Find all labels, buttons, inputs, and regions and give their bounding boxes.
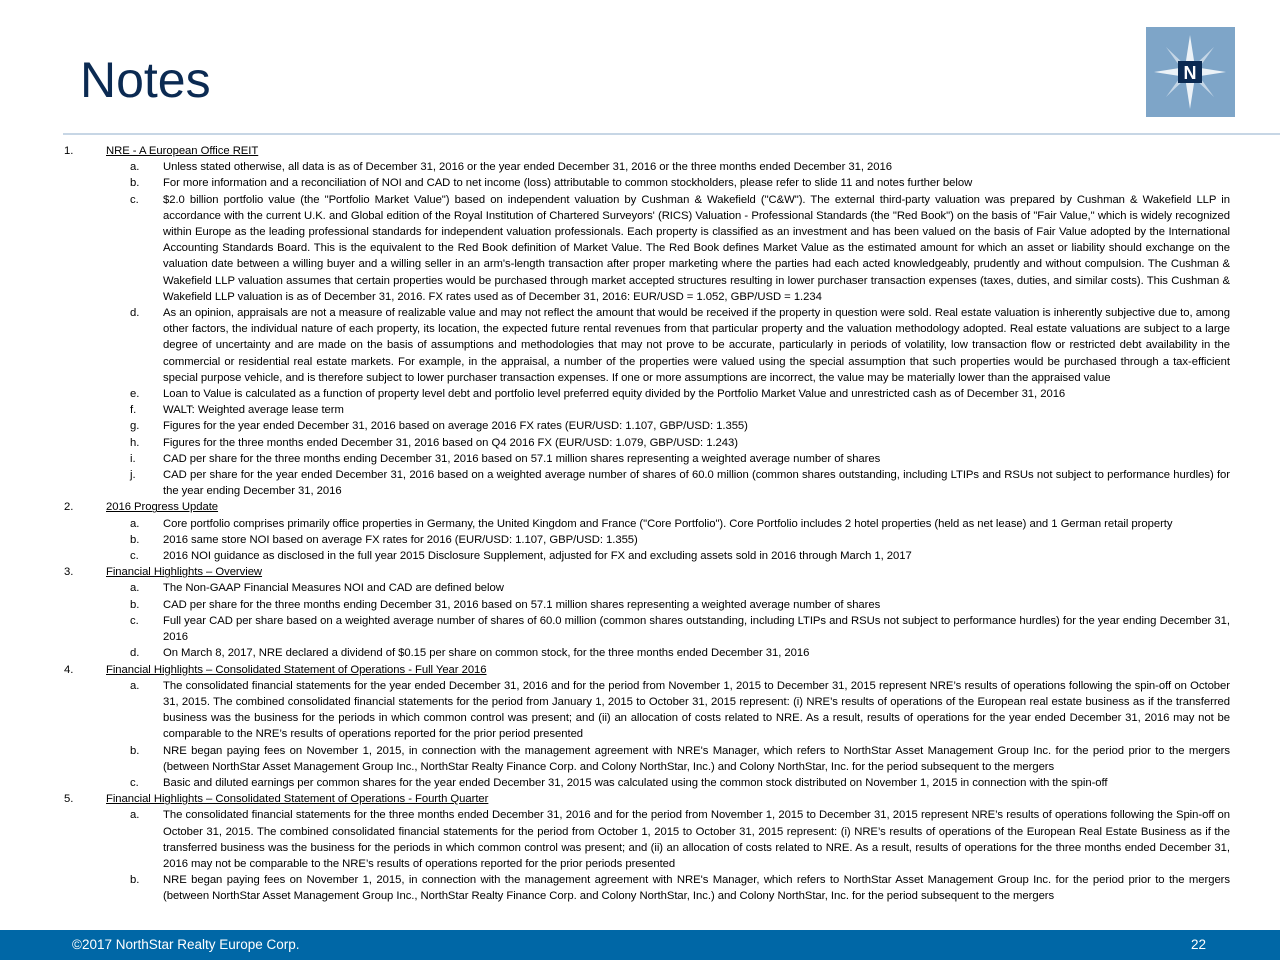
note-item [106, 580, 1230, 596]
footer-bar [0, 930, 1280, 960]
item-text: $2.0 billion portfolio value (the "Portfolio Market Value") based on independent valuation by Cushman & Wakefield ("C&W"). The external third-party valuation was prepared by Cushman & Wakefield LLP in accordance with the current U.K. and Global edition of the Royal Institution of Chartered Surveyors' (RICS) Valuation - Professional Standards (the "Red Book") on the basis of "Fair Value," which is widely recognized within Europe as the leading professional standards for independent valuation professionals. Each property is classified as an investment and has been valued on the basis of Fair Value adopted by the International Accounting Standards Board. This is the equivalent to the Red Book definition of Market Value. The Red Book defines Market Value as the estimated amount for which an asset or liability should exchange on the valuation date between a willing buyer and a willing seller in an arm's-length transaction after proper marketing where the parties had each acted knowledgeably, prudently and without compulsion. The Cushman & Wakefield LLP valuation assumes that certain properties would be purchased through market accepted structures resulting in lower purchaser transaction expenses (taxes, duties, and similar costs). This Cushman & Wakefield LLP valuation is as of December 31, 2016. FX rates used as of December 31, 2016: EUR/USD = 1.052, GBP/USD = 1.234 [163, 193, 1230, 303]
item-text: As an opinion, appraisals are not a measure of realizable value and may not reflect the amount that would be received if the property in question were sold. Real estate valuation is inherently subjective due to, among other factors, the individual nature of each property, its location, the expected future rental revenues from that particular property and the valuation methodology adopted. Real estate valuations are subject to a large degree of uncertainty and are made on the basis of assumptions and methodologies that may not prove to be accurate, particularly in periods of volatility, low transaction flow or restricted debt availability in the commercial or residential real estate markets. For example, in the appraisal, a number of the properties were valued using the special assumption that such properties would be purchased through a tax-efficient special purpose vehicle, and is therefore subject to lower purchaser transaction expenses. If one or more assumptions are incorrect, the value may be materially lower than the appraised value [163, 307, 1230, 384]
note-item [106, 516, 1230, 532]
item-text: NRE began paying fees on November 1, 2015, in connection with the management agreement with NRE's Manager, which refers to NorthStar Asset Management Group Inc. for the period prior to the mergers (between NorthStar Asset Management Group Inc., NorthStar Realty Finance Corp. and Colony NorthStar, Inc.) and Colony NorthStar, Inc. for the period subsequent to the mergers [163, 874, 1230, 903]
logo-letter: N [1183, 63, 1197, 83]
item-letter: b. [130, 177, 140, 190]
item-text: Loan to Value is calculated as a function of property level debt and portfolio level preferred equity divided by the Portfolio Market Value and unrestricted cash as of December 31, 2016 [163, 388, 1066, 401]
note-section [58, 564, 1230, 661]
note-item [106, 418, 1230, 434]
item-letter: a. [130, 809, 140, 822]
item-letter: g. [130, 420, 140, 433]
page-number: 22 [1191, 937, 1207, 952]
item-text: WALT: Weighted average lease term [163, 404, 344, 417]
item-text: CAD per share for the year ended December 31, 2016 based on a weighted average number of shares of 60.0 million (common shares outstanding, including LTIPs and RSUs not subject to performance hurdles) for the year ending December 31, 2016 [163, 469, 1230, 498]
item-letter: a. [130, 161, 140, 174]
item-letter: b. [130, 598, 140, 611]
note-item [106, 597, 1230, 613]
item-letter: e. [130, 388, 140, 401]
northstar-logo [1146, 27, 1235, 117]
item-text: The consolidated financial statements for the three months ended December 31, 2016 and for the period from November 1, 2015 to December 31, 2015 represent NRE’s results of operations following the Spin-off on October 31, 2015. The combined consolidated financial statements for the period from October 1, 2015 to October 31, 2015 represent: (i) NRE’s results of operations of the European Real Estate Business as if the transferred business was the business for the periods in which common control was present; and (ii) an allocation of costs related to NRE. As a result, results of operations for the three months ended December 31, 2016 may not be comparable to the NRE’s results of operations reported for the prior periods presented [163, 809, 1230, 870]
note-item [106, 175, 1230, 191]
section-number: 4. [64, 663, 74, 676]
note-item [106, 613, 1230, 645]
item-text: Full year CAD per share based on a weighted average number of shares of 60.0 million (common shares outstanding, including LTIPs and RSUs not subject to performance hurdles) for the year ending December 31, 2016 [163, 614, 1230, 644]
item-letter: b. [130, 533, 140, 546]
item-text: NRE began paying fees on November 1, 2015, in connection with the management agreement with NRE's Manager, which refers to NorthStar Asset Management Group Inc. for the period prior to the mergers (between NorthStar Asset Management Group Inc., NorthStar Realty Finance Corp. and Colony NorthStar, Inc.) and Colony NorthStar, Inc. for the period subsequent to the mergers [163, 744, 1230, 773]
note-item [106, 743, 1230, 775]
item-text: CAD per share for the three months ending December 31, 2016 based on 57.1 million shares representing a weighted average number of shares [163, 452, 881, 465]
item-text: Basic and diluted earnings per common shares for the year ended December 31, 2015 was calculated using the common stock distributed on November 1, 2015 in connection with the spin-off [163, 776, 1108, 789]
note-section [58, 791, 1230, 904]
section-heading: Financial Highlights – Consolidated Statement of Operations - Fourth Quarter [106, 793, 489, 806]
item-text: For more information and a reconciliation of NOI and CAD to net income (loss) attributable to common stockholders, please refer to slide 11 and notes further below [163, 177, 973, 190]
item-letter: b. [130, 744, 140, 757]
item-letter: a. [130, 582, 140, 595]
note-item [106, 305, 1230, 386]
compass-star-icon [1146, 27, 1235, 117]
note-item [106, 645, 1230, 661]
section-heading: Financial Highlights – Overview [106, 566, 263, 579]
note-item [106, 467, 1230, 499]
item-letter: a. [130, 517, 140, 530]
item-text: Unless stated otherwise, all data is as of December 31, 2016 or the year ended December 31, 2016 or the three months ended December 31, 2016 [163, 161, 892, 174]
footer-copyright: ©2017 NorthStar Realty Europe Corp. [72, 937, 300, 952]
item-text: The Non-GAAP Financial Measures NOI and CAD are defined below [163, 582, 504, 595]
section-number: 5. [64, 793, 74, 806]
item-text: 2016 NOI guidance as disclosed in the full year 2015 Disclosure Supplement, adjusted for FX and excluding assets sold in 2016 through March 1, 2017 [163, 550, 912, 563]
item-text: CAD per share for the three months ending December 31, 2016 based on 57.1 million shares representing a weighted average number of shares [163, 598, 881, 611]
item-letter: b. [130, 874, 140, 887]
note-item [106, 532, 1230, 548]
section-heading: 2016 Progress Update [106, 501, 219, 514]
note-item [106, 192, 1230, 305]
note-item [106, 548, 1230, 564]
title-divider [63, 133, 1280, 135]
section-number: 3. [64, 566, 74, 579]
item-text: On March 8, 2017, NRE declared a dividend of $0.15 per share on common stock, for the three months ended December 31, 2016 [163, 647, 810, 660]
note-section [58, 143, 1230, 499]
note-item [106, 872, 1230, 904]
note-item [106, 402, 1230, 418]
note-section [58, 662, 1230, 792]
item-letter: a. [130, 679, 140, 692]
page-title: Notes [80, 52, 211, 108]
note-item [106, 159, 1230, 175]
item-text: Core portfolio comprises primarily office properties in Germany, the United Kingdom and France ("Core Portfolio"). Core Portfolio includes 2 hotel properties (held as net lease) and 1 German retail property [163, 517, 1173, 530]
item-letter: d. [130, 307, 140, 320]
item-text: The consolidated financial statements for the year ended December 31, 2016 and for the period from November 1, 2015 to December 31, 2015 represent NRE’s results of operations following the spin-off on October 31, 2015. The combined consolidated financial statements for the period from January 1, 2015 to October 31, 2015 represent: (i) NRE’s results of operations of the European real estate business as if the transferred business was the business for the periods in which common control was present; and (ii) an allocation of costs related to NRE. As a result, results of operations for the year ended December 31, 2016 may not be comparable to the NRE’s results of operations reported for the prior period presented [163, 679, 1230, 741]
item-text: Figures for the year ended December 31, 2016 based on average 2016 FX rates (EUR/USD: 1.107, GBP/USD: 1.355) [163, 420, 748, 433]
item-letter: i. [130, 452, 136, 465]
note-item [106, 451, 1230, 467]
notes-list [58, 143, 1230, 905]
item-letter: c. [130, 614, 139, 627]
item-letter: c. [130, 550, 139, 563]
note-item [106, 678, 1230, 743]
item-text: Figures for the three months ended December 31, 2016 based on Q4 2016 FX (EUR/USD: 1.079, GBP/USD: 1.243) [163, 436, 738, 449]
section-heading: NRE - A European Office REIT [106, 145, 259, 157]
note-item [106, 386, 1230, 402]
item-letter: c. [130, 193, 139, 206]
note-item [106, 435, 1230, 451]
note-item [106, 775, 1230, 791]
item-letter: c. [130, 776, 139, 789]
note-item [106, 807, 1230, 872]
item-letter: f. [130, 404, 137, 417]
item-letter: j. [130, 469, 136, 482]
section-heading: Financial Highlights – Consolidated Statement of Operations - Full Year 2016 [106, 663, 487, 676]
item-letter: d. [130, 647, 140, 660]
item-text: 2016 same store NOI based on average FX rates for 2016 (EUR/USD: 1.107, GBP/USD: 1.355) [163, 533, 638, 546]
item-letter: h. [130, 436, 140, 449]
note-section [58, 499, 1230, 564]
section-number: 1. [64, 145, 74, 157]
section-number: 2. [64, 501, 74, 514]
